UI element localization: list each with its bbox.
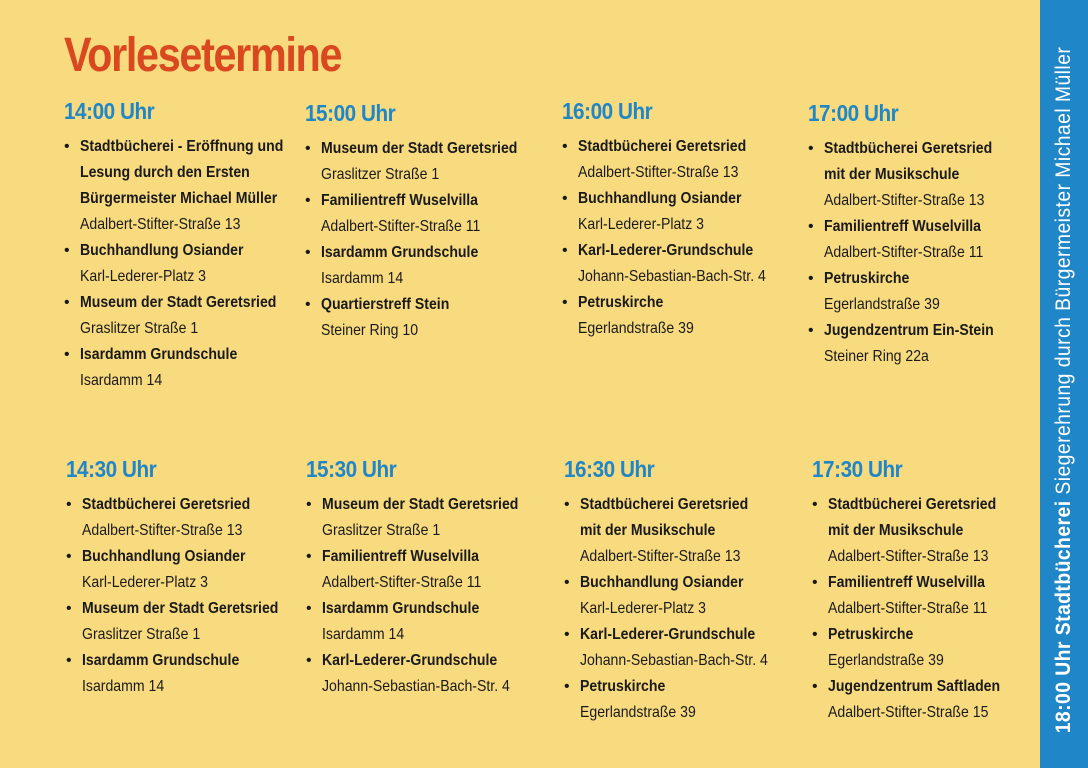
venue-name: • Stadtbücherei Geretsried mit der Musikschule bbox=[580, 496, 749, 539]
venue-list bbox=[562, 134, 802, 342]
page-title: Vorlesetermine bbox=[64, 29, 342, 82]
list-item bbox=[812, 674, 1052, 726]
slot-time: 16:00 Uhr bbox=[562, 98, 653, 124]
venue-address: Egerlandstraße 39 bbox=[828, 652, 944, 669]
venue-name: • Petruskirche bbox=[580, 678, 666, 695]
list-item bbox=[66, 544, 306, 596]
list-item bbox=[564, 492, 804, 570]
venue-list bbox=[66, 492, 306, 700]
list-item bbox=[306, 596, 546, 648]
venue-list bbox=[306, 492, 546, 700]
list-item bbox=[306, 544, 546, 596]
list-item bbox=[64, 238, 304, 290]
time-slot bbox=[808, 100, 1048, 370]
venue-address: Graslitzer Straße 1 bbox=[321, 166, 440, 183]
venue-name: • Jugendzentrum Saftladen bbox=[828, 678, 1001, 695]
list-item bbox=[812, 492, 1052, 570]
venue-name: • Buchhandlung Osiander bbox=[580, 574, 744, 591]
time-slot bbox=[564, 456, 804, 726]
venue-name: • Familientreff Wuselvilla bbox=[322, 548, 480, 565]
venue-name: • Jugendzentrum Ein-Stein bbox=[824, 322, 994, 339]
award-description: Siegerehrung durch Bürgermeister Michael Müller bbox=[1052, 46, 1075, 501]
list-item bbox=[306, 648, 546, 700]
slot-time: 17:30 Uhr bbox=[812, 456, 903, 482]
list-item bbox=[64, 342, 304, 394]
venue-name: • Petruskirche bbox=[824, 270, 910, 287]
venue-address: Johann-Sebastian-Bach-Str. 4 bbox=[580, 652, 768, 669]
venue-address: Graslitzer Straße 1 bbox=[322, 522, 441, 539]
venue-address: Adalbert-Stifter-Straße 11 bbox=[824, 244, 984, 261]
venue-name: • Museum der Stadt Geretsried bbox=[82, 600, 279, 617]
list-item bbox=[562, 290, 802, 342]
venue-address: Steiner Ring 10 bbox=[321, 322, 419, 339]
time-slot bbox=[305, 100, 545, 344]
venue-address: Graslitzer Straße 1 bbox=[82, 626, 201, 643]
venue-name: • Buchhandlung Osiander bbox=[82, 548, 246, 565]
venue-name: • Stadtbücherei Geretsried mit der Musikschule bbox=[828, 496, 997, 539]
venue-name: • Buchhandlung Osiander bbox=[578, 190, 742, 207]
list-item bbox=[562, 238, 802, 290]
venue-address: Isardamm 14 bbox=[80, 372, 163, 389]
list-item bbox=[562, 134, 802, 186]
venue-address: Isardamm 14 bbox=[82, 678, 165, 695]
venue-address: Adalbert-Stifter-Straße 13 bbox=[824, 192, 985, 209]
venue-address: Egerlandstraße 39 bbox=[580, 704, 696, 721]
venue-address: Johann-Sebastian-Bach-Str. 4 bbox=[322, 678, 510, 695]
venue-address: Egerlandstraße 39 bbox=[578, 320, 694, 337]
venue-name: • Isardamm Grundschule bbox=[80, 346, 238, 363]
venue-list bbox=[64, 134, 304, 394]
venue-address: Adalbert-Stifter-Straße 13 bbox=[80, 216, 241, 233]
slot-time: 15:00 Uhr bbox=[305, 100, 396, 126]
venue-address: Graslitzer Straße 1 bbox=[80, 320, 199, 337]
venue-name: • Quartierstreff Stein bbox=[321, 296, 450, 313]
venue-name: • Karl-Lederer-Grundschule bbox=[578, 242, 754, 259]
time-slot bbox=[64, 98, 304, 394]
venue-address: Karl-Lederer-Platz 3 bbox=[578, 216, 704, 233]
venue-list bbox=[305, 136, 545, 344]
venue-name: • Museum der Stadt Geretsried bbox=[322, 496, 519, 513]
list-item bbox=[808, 214, 1048, 266]
venue-address: Egerlandstraße 39 bbox=[824, 296, 940, 313]
venue-address: Karl-Lederer-Platz 3 bbox=[80, 268, 206, 285]
slot-time: 16:30 Uhr bbox=[564, 456, 655, 482]
venue-name: • Petruskirche bbox=[828, 626, 914, 643]
venue-name: • Stadtbücherei Geretsried bbox=[82, 496, 251, 513]
venue-list bbox=[564, 492, 804, 726]
slot-time: 15:30 Uhr bbox=[306, 456, 397, 482]
list-item bbox=[564, 674, 804, 726]
venue-list bbox=[808, 136, 1048, 370]
list-item bbox=[66, 596, 306, 648]
venue-list bbox=[812, 492, 1052, 726]
venue-name: • Familientreff Wuselvilla bbox=[824, 218, 982, 235]
venue-address: Karl-Lederer-Platz 3 bbox=[580, 600, 706, 617]
list-item bbox=[66, 648, 306, 700]
venue-name: • Petruskirche bbox=[578, 294, 664, 311]
venue-name: • Isardamm Grundschule bbox=[321, 244, 479, 261]
list-item bbox=[808, 318, 1048, 370]
venue-name: • Buchhandlung Osiander bbox=[80, 242, 244, 259]
venue-name: • Isardamm Grundschule bbox=[82, 652, 240, 669]
venue-name: • Stadtbücherei - Eröffnung und Lesung durch den Ersten Bürgermeister Michael Müller bbox=[80, 138, 284, 207]
venue-name: • Karl-Lederer-Grundschule bbox=[322, 652, 498, 669]
list-item bbox=[305, 240, 545, 292]
award-time: 18:00 Uhr Stadtbücherei bbox=[1052, 500, 1075, 734]
list-item bbox=[562, 186, 802, 238]
time-slot bbox=[812, 456, 1052, 726]
list-item bbox=[305, 136, 545, 188]
time-slot bbox=[306, 456, 546, 700]
slot-time: 14:00 Uhr bbox=[64, 98, 155, 124]
list-item bbox=[808, 266, 1048, 318]
venue-address: Adalbert-Stifter-Straße 13 bbox=[578, 164, 739, 181]
venue-name: • Museum der Stadt Geretsried bbox=[80, 294, 277, 311]
venue-address: Karl-Lederer-Platz 3 bbox=[82, 574, 208, 591]
venue-name: • Stadtbücherei Geretsried bbox=[578, 138, 747, 155]
venue-name: • Karl-Lederer-Grundschule bbox=[580, 626, 756, 643]
venue-address: Adalbert-Stifter-Straße 11 bbox=[828, 600, 988, 617]
time-slot bbox=[562, 98, 802, 342]
slot-time: 17:00 Uhr bbox=[808, 100, 899, 126]
sidebar-banner bbox=[1040, 0, 1088, 768]
list-item bbox=[812, 570, 1052, 622]
list-item bbox=[64, 134, 304, 238]
list-item bbox=[564, 622, 804, 674]
venue-name: • Museum der Stadt Geretsried bbox=[321, 140, 518, 157]
venue-address: Adalbert-Stifter-Straße 11 bbox=[322, 574, 482, 591]
list-item bbox=[306, 492, 546, 544]
list-item bbox=[305, 292, 545, 344]
list-item bbox=[66, 492, 306, 544]
venue-address: Johann-Sebastian-Bach-Str. 4 bbox=[578, 268, 766, 285]
time-slot bbox=[66, 456, 306, 700]
venue-address: Adalbert-Stifter-Straße 15 bbox=[828, 704, 989, 721]
venue-address: Steiner Ring 22a bbox=[824, 348, 929, 365]
list-item bbox=[305, 188, 545, 240]
venue-address: Isardamm 14 bbox=[321, 270, 404, 287]
venue-address: Isardamm 14 bbox=[322, 626, 405, 643]
list-item bbox=[564, 570, 804, 622]
award-ceremony-note bbox=[1052, 47, 1076, 734]
venue-address: Adalbert-Stifter-Straße 11 bbox=[321, 218, 481, 235]
list-item bbox=[812, 622, 1052, 674]
slot-time: 14:30 Uhr bbox=[66, 456, 157, 482]
list-item bbox=[808, 136, 1048, 214]
list-item bbox=[64, 290, 304, 342]
venue-name: • Familientreff Wuselvilla bbox=[321, 192, 479, 209]
venue-address: Adalbert-Stifter-Straße 13 bbox=[82, 522, 243, 539]
venue-name: • Isardamm Grundschule bbox=[322, 600, 480, 617]
venue-name: • Stadtbücherei Geretsried mit der Musikschule bbox=[824, 140, 993, 183]
venue-name: • Familientreff Wuselvilla bbox=[828, 574, 986, 591]
venue-address: Adalbert-Stifter-Straße 13 bbox=[828, 548, 989, 565]
venue-address: Adalbert-Stifter-Straße 13 bbox=[580, 548, 741, 565]
